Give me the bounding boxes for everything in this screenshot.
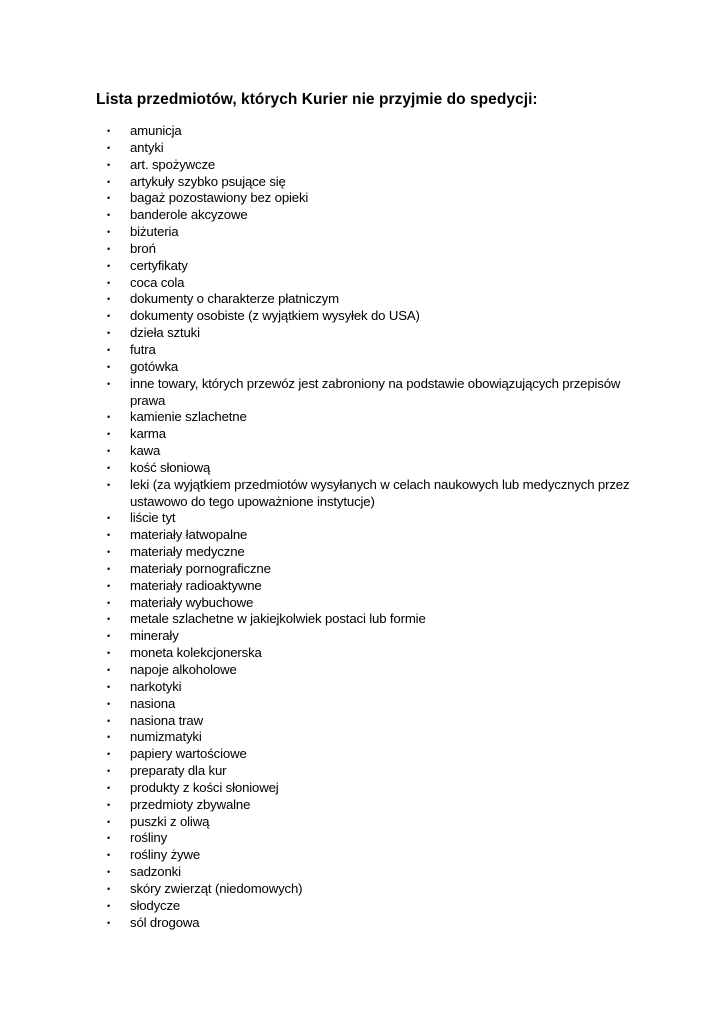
list-item-text: produkty z kości słoniowej: [130, 779, 279, 795]
list-item-text: futra: [130, 341, 156, 357]
list-item-text: certyfikaty: [130, 257, 188, 273]
bullet-icon: •: [107, 631, 111, 642]
bullet-icon: •: [107, 429, 111, 440]
list-item: [104, 864, 644, 881]
bullet-icon: •: [107, 665, 111, 675]
list-item: [104, 477, 644, 511]
list-item-text: antyki: [130, 139, 164, 155]
list-item-text: leki (za wyjątkiem przedmiotów wysyłanych w celach naukowych lub medycznych przez ustawowo do tego upoważnione instytucje): [130, 476, 630, 509]
list-item-text: kość słoniową: [130, 459, 211, 475]
list-item-text: preparaty dla kur: [130, 763, 227, 779]
bullet-icon: •: [107, 260, 111, 271]
bullet-icon: •: [107, 227, 111, 238]
list-item: [104, 157, 644, 174]
list-item: [104, 696, 644, 713]
list-item-text: art. spożywcze: [130, 156, 216, 172]
list-item-text: słodycze: [130, 897, 181, 913]
list-item: [104, 797, 644, 814]
bullet-icon: •: [107, 446, 111, 457]
list-item: [104, 915, 644, 932]
list-item: [104, 662, 644, 679]
bullet-icon: •: [107, 530, 111, 541]
list-item: [104, 729, 644, 746]
list-item: [104, 510, 644, 527]
list-item-text: gotówka: [130, 358, 179, 374]
list-item-text: materiały radioaktywne: [130, 577, 262, 593]
list-item-text: materiały medyczne: [130, 544, 245, 560]
list-item: [104, 898, 644, 915]
bullet-icon: •: [107, 833, 111, 844]
list-item: [104, 628, 644, 645]
bullet-icon: •: [107, 142, 111, 153]
bullet-icon: •: [107, 597, 111, 608]
list-item: [104, 763, 644, 780]
list-item-text: kawa: [130, 443, 161, 459]
list-item: [104, 611, 644, 628]
bullet-icon: •: [107, 210, 111, 221]
list-item-text: dokumenty osobiste (z wyjątkiem wysyłek do USA): [130, 308, 420, 324]
bullet-icon: •: [107, 412, 111, 423]
list-item-text: materiały pornograficzne: [130, 560, 271, 576]
bullet-icon: •: [107, 681, 111, 692]
list-item: [104, 342, 644, 359]
bullet-icon: •: [107, 563, 111, 574]
list-item: [104, 830, 644, 847]
list-item: [104, 308, 644, 325]
list-item-text: rośliny: [130, 830, 168, 846]
bullet-icon: •: [107, 294, 111, 305]
bullet-icon: •: [107, 513, 111, 524]
bullet-icon: •: [107, 176, 111, 187]
bullet-icon: •: [107, 715, 111, 726]
bullet-icon: •: [107, 328, 111, 339]
list-item-text: sadzonki: [130, 864, 181, 880]
bullet-icon: •: [107, 816, 111, 827]
document-title: Lista przedmiotów, których Kurier nie przyjmie do spedycji:: [96, 91, 538, 108]
list-item: [104, 527, 644, 544]
list-item-text: sól drogowa: [130, 914, 200, 930]
list-item-text: moneta kolekcjonerska: [130, 645, 262, 661]
bullet-icon: •: [107, 732, 111, 743]
bullet-icon: •: [107, 547, 111, 558]
list-item: [104, 325, 644, 342]
bullet-icon: •: [107, 243, 111, 254]
list-item: [104, 561, 644, 578]
bullet-icon: •: [107, 126, 111, 136]
list-item-text: puszki z oliwą: [130, 813, 210, 829]
list-item-text: dzieła sztuki: [130, 325, 200, 341]
list-item: [104, 746, 644, 763]
list-item: [104, 207, 644, 224]
list-item-text: coca cola: [130, 274, 185, 290]
list-item-text: materiały łatwopalne: [130, 527, 248, 543]
bullet-icon: •: [107, 782, 111, 793]
list-item: [104, 780, 644, 797]
list-item: [104, 241, 644, 258]
bullet-icon: •: [107, 648, 111, 659]
list-item-text: papiery wartościowe: [130, 746, 247, 762]
list-item-text: numizmatyki: [130, 729, 202, 745]
bullet-icon: •: [107, 361, 111, 372]
list-item-text: przedmioty zbywalne: [130, 796, 251, 812]
list-item-text: nasiona traw: [130, 712, 203, 728]
bullet-icon: •: [107, 850, 111, 861]
list-item: [104, 224, 644, 241]
list-item-text: bagaż pozostawiony bez opieki: [130, 190, 309, 206]
list-item: [104, 291, 644, 308]
bullet-icon: •: [107, 479, 111, 490]
list-item-text: narkotyki: [130, 678, 182, 694]
list-item: [104, 578, 644, 595]
list-item-text: banderole akcyzowe: [130, 207, 248, 223]
list-item: [104, 595, 644, 612]
list-item: [104, 426, 644, 443]
prohibited-items-list: [104, 123, 644, 932]
list-item-text: biżuteria: [130, 224, 179, 240]
bullet-icon: •: [107, 580, 111, 591]
list-item: [104, 544, 644, 561]
list-item-text: broń: [130, 240, 156, 256]
list-item-text: metale szlachetne w jakiejkolwiek postaci lub formie: [130, 611, 426, 627]
list-item: [104, 258, 644, 275]
list-item-text: amunicja: [130, 123, 182, 138]
list-item: [104, 359, 644, 376]
list-item-text: napoje alkoholowe: [130, 662, 237, 677]
bullet-icon: •: [107, 698, 111, 709]
list-item: [104, 814, 644, 831]
bullet-icon: •: [107, 766, 111, 777]
list-item: [104, 443, 644, 460]
list-item: [104, 409, 644, 426]
list-item-text: nasiona: [130, 695, 176, 711]
list-item: [104, 190, 644, 207]
list-item: [104, 275, 644, 292]
list-item: [104, 679, 644, 696]
list-item-text: kamienie szlachetne: [130, 409, 247, 425]
list-item: [104, 881, 644, 898]
bullet-icon: •: [107, 883, 111, 894]
bullet-icon: •: [107, 900, 111, 911]
list-item: [104, 645, 644, 662]
bullet-icon: •: [107, 749, 111, 760]
list-item: [104, 140, 644, 157]
bullet-icon: •: [107, 799, 111, 810]
list-item: [104, 376, 644, 410]
list-item-text: inne towary, których przewóz jest zabroniony na podstawie obowiązujących przepisów prawa: [130, 375, 621, 408]
list-item-text: karma: [130, 426, 166, 442]
bullet-icon: •: [107, 917, 111, 928]
bullet-icon: •: [107, 277, 111, 288]
list-item-text: rośliny żywe: [130, 847, 201, 863]
bullet-icon: •: [107, 311, 111, 322]
list-item: [104, 713, 644, 730]
list-item-text: liście tyt: [130, 510, 176, 526]
list-item: [104, 847, 644, 864]
bullet-icon: •: [107, 344, 111, 355]
list-item: [104, 460, 644, 477]
list-item-text: skóry zwierząt (niedomowych): [130, 880, 303, 896]
list-item: [104, 123, 644, 140]
list-item-text: minerały: [130, 628, 179, 644]
list-item-text: materiały wybuchowe: [130, 594, 254, 610]
list-item-text: dokumenty o charakterze płatniczym: [130, 291, 339, 307]
bullet-icon: •: [107, 614, 111, 625]
list-item-text: artykuły szybko psujące się: [130, 173, 286, 189]
bullet-icon: •: [107, 193, 111, 204]
bullet-icon: •: [107, 378, 111, 389]
bullet-icon: •: [107, 159, 111, 170]
list-item: [104, 174, 644, 191]
bullet-icon: •: [107, 462, 111, 473]
bullet-icon: •: [107, 867, 111, 878]
